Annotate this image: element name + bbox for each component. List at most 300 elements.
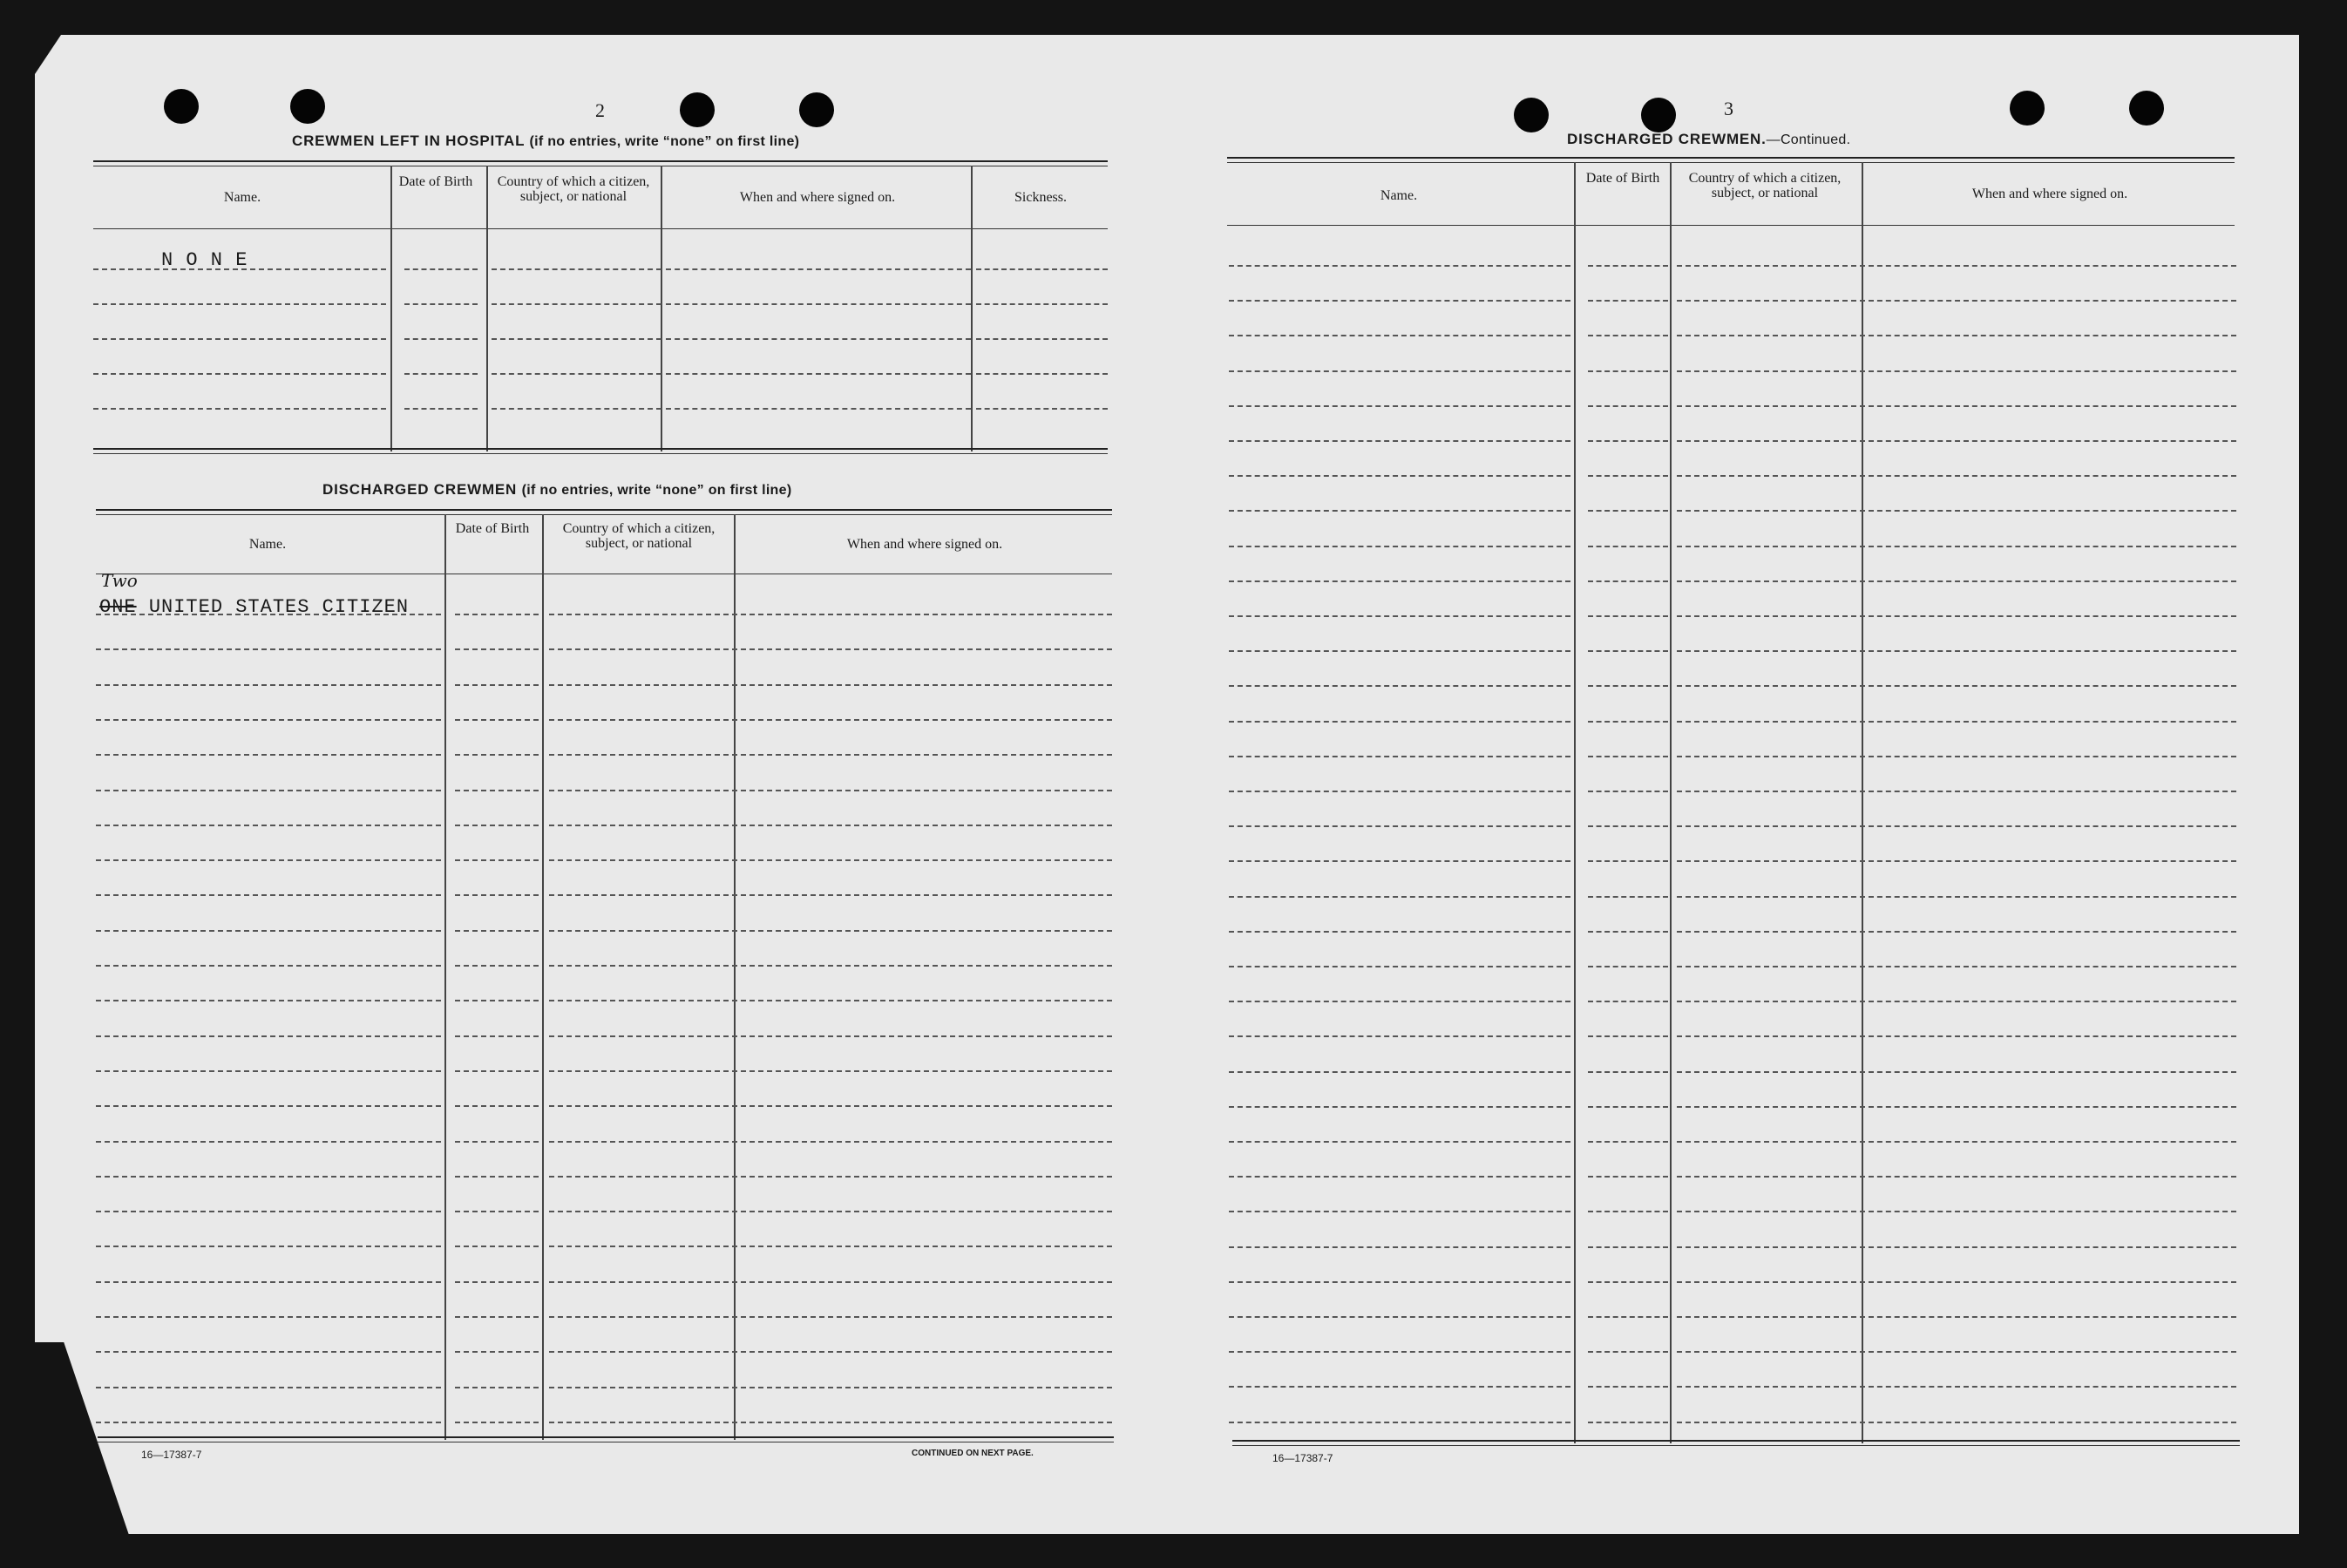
ruled-line [1869, 1106, 2236, 1108]
ruled-line [549, 1105, 737, 1107]
column-header-name: Name. [248, 537, 287, 552]
ruled-line [455, 825, 539, 826]
ruled-line [96, 1000, 441, 1001]
ruled-line [1588, 721, 1668, 723]
ruled-line [96, 1105, 441, 1107]
punch-hole [290, 89, 325, 124]
ruled-line [96, 1422, 441, 1423]
ruled-line [1588, 1351, 1668, 1353]
ruled-line [1677, 791, 1865, 792]
ruled-line [455, 754, 539, 756]
ruled-line [549, 1246, 737, 1247]
ruled-line [549, 859, 737, 861]
column-header-country: Country of which a citizen, subject, or national [562, 521, 716, 551]
ruled-line [492, 373, 661, 375]
ruled-line [549, 894, 737, 896]
section-title-discharged-continued: DISCHARGED CREWMEN.—Continued. [1567, 131, 1851, 147]
ruled-line [1869, 475, 2236, 477]
ruled-line [1869, 1281, 2236, 1283]
ruled-line [1229, 1071, 1570, 1073]
ruled-line [1869, 1176, 2236, 1178]
ruled-line [1588, 1071, 1668, 1073]
ruled-line [741, 684, 1112, 686]
ruled-line [96, 754, 441, 756]
ruled-line [1229, 580, 1570, 582]
ruled-line [455, 1316, 539, 1318]
column-header-sickness: Sickness. [1014, 190, 1067, 205]
ruled-line [741, 1070, 1112, 1072]
ruled-line [1677, 1246, 1865, 1248]
ruled-line [549, 1070, 737, 1072]
ruled-line [1588, 1316, 1668, 1318]
struck-entry: ONE [99, 596, 137, 618]
ruled-line [1677, 931, 1865, 933]
ruled-line [1869, 370, 2236, 372]
ruled-line [96, 1387, 441, 1388]
ruled-line [741, 1211, 1112, 1212]
ruled-line [96, 930, 441, 932]
ruled-line [1588, 756, 1668, 757]
form-number: 16—17387-7 [1272, 1452, 1333, 1464]
ruled-line [96, 719, 441, 721]
ruled-line [96, 859, 441, 861]
ruled-line [1869, 1141, 2236, 1143]
ruled-line [1229, 1211, 1570, 1212]
ruled-line [1677, 1386, 1865, 1388]
ruled-line [1588, 1246, 1668, 1248]
hospital-entry-none: N O N E [161, 249, 248, 271]
column-header-date-of-birth: Date of Birth [1585, 171, 1660, 186]
ruled-line [1229, 546, 1570, 547]
ruled-line [1677, 685, 1865, 687]
ruled-line [455, 614, 539, 615]
table-top-rule-thin [1227, 162, 2235, 163]
ruled-line [1229, 1422, 1570, 1423]
ruled-line [455, 1000, 539, 1001]
ruled-line [1588, 370, 1668, 372]
ruled-line [1229, 335, 1570, 336]
left-page-margin [35, 35, 87, 1342]
punch-hole [164, 89, 199, 124]
ruled-line [549, 684, 737, 686]
ruled-line [741, 859, 1112, 861]
ruled-line [1677, 405, 1865, 407]
ruled-line [549, 930, 737, 932]
ruled-line [1677, 1316, 1865, 1318]
ruled-line [455, 719, 539, 721]
column-divider [486, 166, 488, 451]
ruled-line [96, 965, 441, 967]
ruled-line [1677, 1211, 1865, 1212]
ruled-line [1869, 1035, 2236, 1037]
ruled-line [741, 790, 1112, 791]
punch-hole [1514, 98, 1549, 132]
ruled-line [1588, 825, 1668, 827]
ruled-line [96, 1246, 441, 1247]
ruled-line [1588, 440, 1668, 442]
ruled-line [1869, 1351, 2236, 1353]
ruled-line [549, 1316, 737, 1318]
ruled-line [404, 303, 478, 305]
ruled-line [96, 1070, 441, 1072]
ruled-line [1588, 300, 1668, 302]
ruled-line [1229, 1035, 1570, 1037]
ruled-line [741, 894, 1112, 896]
ruled-line [1229, 1316, 1570, 1318]
ruled-line [1677, 440, 1865, 442]
section-title-hospital: CREWMEN LEFT IN HOSPITAL (if no entries, write “none” on first line) [292, 132, 800, 149]
ruled-line [1588, 931, 1668, 933]
right-page [1161, 35, 2299, 1534]
ruled-line [1869, 825, 2236, 827]
ruled-line [741, 1281, 1112, 1283]
ruled-line [455, 930, 539, 932]
ruled-line [1869, 896, 2236, 898]
ruled-line [549, 1035, 737, 1037]
column-header-signed-on: When and where signed on. [739, 190, 896, 205]
ruled-line [1677, 615, 1865, 617]
ruled-line [1869, 580, 2236, 582]
ruled-line [741, 1422, 1112, 1423]
ruled-line [549, 614, 737, 615]
column-divider [1862, 162, 1863, 1443]
ruled-line [1677, 825, 1865, 827]
ruled-line [455, 684, 539, 686]
ruled-line [1229, 405, 1570, 407]
ruled-line [1588, 475, 1668, 477]
ruled-line [1229, 370, 1570, 372]
ruled-line [1588, 1001, 1668, 1002]
ruled-line [1588, 1422, 1668, 1423]
ruled-line [1588, 405, 1668, 407]
ruled-line [1677, 300, 1865, 302]
ruled-line [1677, 265, 1865, 267]
ruled-line [549, 1176, 737, 1178]
section-title-discharged: DISCHARGED CREWMEN (if no entries, write “none” on first line) [322, 481, 792, 498]
ruled-line [492, 268, 661, 270]
table-top-rule-thin [96, 514, 1112, 515]
ruled-line [455, 1070, 539, 1072]
ruled-line [93, 303, 386, 305]
ruled-line [96, 790, 441, 791]
ruled-line [1588, 265, 1668, 267]
ruled-line [1588, 1281, 1668, 1283]
ruled-line [1677, 546, 1865, 547]
ruled-line [1677, 1035, 1865, 1037]
column-divider [971, 166, 973, 451]
ruled-line [1677, 1176, 1865, 1178]
table-top-rule [1227, 157, 2235, 159]
ruled-line [1869, 405, 2236, 407]
form-number: 16—17387-7 [141, 1449, 202, 1461]
ruled-line [549, 1351, 737, 1353]
table-bottom-rule [93, 448, 1108, 450]
ruled-line [455, 790, 539, 791]
ruled-line [1588, 510, 1668, 512]
ruled-line [455, 1211, 539, 1212]
table-top-rule [93, 160, 1108, 162]
ruled-line [1677, 756, 1865, 757]
ruled-line [741, 1316, 1112, 1318]
ruled-line [1869, 335, 2236, 336]
ruled-line [492, 338, 661, 340]
ruled-line [96, 1316, 441, 1318]
ruled-line [549, 754, 737, 756]
ruled-line [1677, 475, 1865, 477]
ruled-line [741, 1105, 1112, 1107]
table-bottom-rule [1232, 1440, 2240, 1442]
ruled-line [1677, 370, 1865, 372]
ruled-line [549, 719, 737, 721]
ruled-line [1677, 510, 1865, 512]
ruled-line [1229, 475, 1570, 477]
ruled-line [1588, 650, 1668, 652]
ruled-line [1869, 1246, 2236, 1248]
ruled-line [549, 1422, 737, 1423]
ruled-line [741, 1351, 1112, 1353]
column-divider [734, 514, 736, 1440]
ruled-line [1588, 1176, 1668, 1178]
ruled-line [455, 1281, 539, 1283]
ruled-line [1869, 791, 2236, 792]
ruled-line [455, 1351, 539, 1353]
ruled-line [1229, 791, 1570, 792]
ruled-line [492, 408, 661, 410]
ruled-line [1869, 1386, 2236, 1388]
ruled-line [741, 614, 1112, 615]
ruled-line [1869, 510, 2236, 512]
ruled-line [666, 338, 971, 340]
ruled-line [1869, 546, 2236, 547]
ruled-line [976, 373, 1108, 375]
ruled-line [96, 1141, 441, 1143]
ruled-line [741, 648, 1112, 650]
ruled-line [1588, 615, 1668, 617]
ruled-line [1677, 1422, 1865, 1423]
ruled-line [1677, 1281, 1865, 1283]
ruled-line [666, 303, 971, 305]
ruled-line [976, 303, 1108, 305]
ruled-line [455, 894, 539, 896]
ruled-line [455, 859, 539, 861]
ruled-line [1677, 580, 1865, 582]
ruled-line [1229, 860, 1570, 862]
ruled-line [1869, 440, 2236, 442]
ruled-line [1869, 300, 2236, 302]
header-underline [93, 228, 1108, 229]
ruled-line [93, 408, 386, 410]
ruled-line [666, 373, 971, 375]
column-header-signed-on: When and where signed on. [1971, 187, 2128, 201]
ruled-line [1229, 1176, 1570, 1178]
column-header-name: Name. [1380, 188, 1418, 203]
ruled-line [1869, 615, 2236, 617]
ruled-line [1677, 860, 1865, 862]
ruled-line [492, 303, 661, 305]
ruled-line [549, 1387, 737, 1388]
column-divider [444, 514, 446, 1440]
ruled-line [741, 1035, 1112, 1037]
column-header-name: Name. [223, 190, 261, 205]
ruled-line [1229, 1106, 1570, 1108]
ruled-line [976, 408, 1108, 410]
handwritten-correction: Two [101, 570, 138, 591]
ruled-line [1588, 966, 1668, 967]
ruled-line [1869, 1422, 2236, 1423]
ruled-line [1229, 1281, 1570, 1283]
ruled-line [96, 1281, 441, 1283]
ruled-line [1229, 756, 1570, 757]
ruled-line [1588, 685, 1668, 687]
column-divider [1574, 162, 1576, 1443]
ruled-line [1588, 1386, 1668, 1388]
table-bottom-rule-thin [93, 453, 1108, 454]
ruled-line [549, 648, 737, 650]
ruled-line [741, 930, 1112, 932]
ruled-line [1869, 966, 2236, 967]
ruled-line [1229, 1001, 1570, 1002]
ruled-line [1677, 1001, 1865, 1002]
column-header-country: Country of which a citizen, subject, or national [1688, 171, 1842, 200]
ruled-line [741, 754, 1112, 756]
ruled-line [455, 1105, 539, 1107]
column-divider [390, 166, 392, 451]
ruled-line [741, 719, 1112, 721]
ruled-line [549, 790, 737, 791]
ruled-line [96, 1351, 441, 1353]
ruled-line [96, 825, 441, 826]
ruled-line [1869, 721, 2236, 723]
ruled-line [549, 1141, 737, 1143]
ruled-line [96, 1176, 441, 1178]
ruled-line [1588, 896, 1668, 898]
page-number: 2 [595, 99, 605, 121]
ruled-line [1588, 860, 1668, 862]
ruled-line [1588, 546, 1668, 547]
ruled-line [404, 373, 478, 375]
discharged-entry [99, 596, 409, 618]
column-header-date-of-birth: Date of Birth [398, 174, 473, 189]
ruled-line [404, 408, 478, 410]
ruled-line [1677, 896, 1865, 898]
ruled-line [549, 1211, 737, 1212]
ruled-line [741, 1176, 1112, 1178]
ruled-line [1869, 1211, 2236, 1212]
column-header-date-of-birth: Date of Birth [455, 521, 530, 536]
ruled-line [93, 338, 386, 340]
ruled-line [455, 1246, 539, 1247]
ruled-line [1869, 860, 2236, 862]
header-underline [1227, 225, 2235, 226]
ruled-line [1588, 580, 1668, 582]
table-bottom-rule-thin [1232, 1445, 2240, 1446]
ruled-line [455, 1141, 539, 1143]
ruled-line [96, 894, 441, 896]
ruled-line [1229, 1386, 1570, 1388]
ruled-line [1869, 1001, 2236, 1002]
ruled-line [549, 1000, 737, 1001]
ruled-line [549, 825, 737, 826]
punch-hole [799, 92, 834, 127]
punch-hole [2010, 91, 2045, 126]
ruled-line [666, 408, 971, 410]
ruled-line [455, 1387, 539, 1388]
ruled-line [976, 268, 1108, 270]
ruled-line [1229, 615, 1570, 617]
ruled-line [1677, 966, 1865, 967]
ruled-line [1588, 1106, 1668, 1108]
ruled-line [1229, 650, 1570, 652]
ruled-line [1229, 440, 1570, 442]
ruled-line [1229, 265, 1570, 267]
punch-hole [1641, 98, 1676, 132]
ruled-line [1869, 650, 2236, 652]
ruled-line [455, 1176, 539, 1178]
ruled-line [549, 965, 737, 967]
ruled-line [741, 1387, 1112, 1388]
ruled-line [1677, 650, 1865, 652]
ruled-line [1229, 685, 1570, 687]
ruled-line [1588, 1035, 1668, 1037]
ruled-line [549, 1281, 737, 1283]
punch-hole [2129, 91, 2164, 126]
ruled-line [455, 1422, 539, 1423]
ruled-line [1229, 1246, 1570, 1248]
ruled-line [1869, 756, 2236, 757]
ruled-line [741, 1246, 1112, 1247]
ruled-line [455, 1035, 539, 1037]
ruled-line [96, 684, 441, 686]
ruled-line [741, 1141, 1112, 1143]
column-divider [542, 514, 544, 1440]
ruled-line [1229, 300, 1570, 302]
ruled-line [1229, 896, 1570, 898]
ruled-line [455, 648, 539, 650]
ruled-line [1677, 1106, 1865, 1108]
ruled-line [404, 268, 478, 270]
page-number: 3 [1724, 98, 1733, 119]
ruled-line [455, 965, 539, 967]
ruled-line [1588, 1141, 1668, 1143]
ruled-line [93, 373, 386, 375]
ruled-line [741, 1000, 1112, 1001]
ruled-line [1229, 510, 1570, 512]
punch-hole [680, 92, 715, 127]
ruled-line [1677, 1071, 1865, 1073]
ruled-line [1677, 1351, 1865, 1353]
column-header-signed-on: When and where signed on. [846, 537, 1003, 552]
column-header-country: Country of which a citizen, subject, or national [497, 174, 650, 204]
column-divider [1670, 162, 1672, 1443]
ruled-line [1677, 335, 1865, 336]
table-top-rule [96, 509, 1112, 511]
ruled-line [404, 338, 478, 340]
ruled-line [1869, 265, 2236, 267]
ruled-line [1588, 791, 1668, 792]
ruled-line [1869, 1071, 2236, 1073]
ruled-line [1588, 1211, 1668, 1212]
ruled-line [96, 648, 441, 650]
ruled-line [666, 268, 971, 270]
ruled-line [1869, 685, 2236, 687]
ruled-line [1229, 825, 1570, 827]
ruled-line [976, 338, 1108, 340]
ruled-line [741, 825, 1112, 826]
continued-note: CONTINUED ON NEXT PAGE. [912, 1449, 1034, 1458]
ruled-line [1869, 1316, 2236, 1318]
ruled-line [1229, 1141, 1570, 1143]
ruled-line [96, 1211, 441, 1212]
